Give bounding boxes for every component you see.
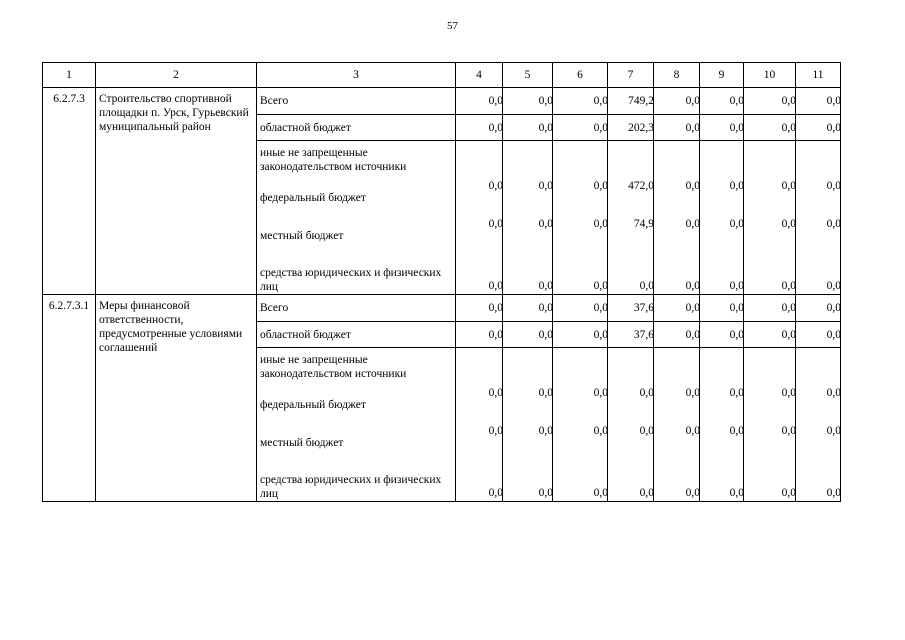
value-cell [456,295,503,322]
funding-source: местный бюджет [257,217,456,255]
value-cell [700,115,744,141]
value-text: 0,0 [639,280,654,292]
value-cell [608,179,654,217]
value-text: 0,0 [538,121,553,134]
value-cell [796,322,841,348]
funding-source: областной бюджет [257,115,456,141]
value-text: 0,0 [729,487,744,499]
value-cell [553,348,608,387]
funding-source: иные не запрещенные законодательством источники [257,348,456,387]
value-cell [553,462,608,502]
value-cell [744,295,796,322]
value-cell [553,115,608,141]
value-cell [700,217,744,255]
value-text: 0,0 [593,328,608,341]
value-cell [654,295,700,322]
value-text: 0,0 [488,180,503,192]
value-cell [503,255,553,295]
value-text: 0,0 [729,387,744,399]
item-name: Меры финансовой ответственности, предусмотренные условиями соглашений [96,295,257,502]
header-cell: 3 [257,63,456,88]
value-cell [608,115,654,141]
value-cell [553,141,608,180]
value-text: 0,0 [488,425,503,437]
value-cell [654,115,700,141]
value-cell [744,348,796,387]
value-text: 0,0 [538,387,553,399]
value-cell [456,217,503,255]
value-text: 0,0 [826,218,841,230]
value-cell [503,179,553,217]
value-text: 0,0 [639,487,654,499]
value-text: 0,0 [826,387,841,399]
value-text: 0,0 [685,121,700,134]
value-text: 0,0 [781,218,796,230]
value-cell [608,217,654,255]
funding-source: средства юридических и физических лиц [257,255,456,295]
value-cell [608,141,654,180]
value-text: 0,0 [685,302,700,314]
value-cell [700,88,744,115]
header-cell: 7 [608,63,654,88]
value-text: 0,0 [781,328,796,341]
value-cell [796,348,841,387]
value-cell [654,88,700,115]
value-cell [796,255,841,295]
value-cell [608,88,654,115]
value-cell [553,322,608,348]
value-text: 0,0 [781,180,796,192]
value-cell [700,462,744,502]
value-cell [796,141,841,180]
value-cell [503,115,553,141]
value-text: 0,0 [488,280,503,292]
value-cell [553,88,608,115]
value-cell [553,386,608,424]
value-text: 37,6 [633,328,654,341]
value-cell [744,322,796,348]
value-cell [744,179,796,217]
value-text: 0,0 [729,218,744,230]
item-name: Строительство спортивной площадки п. Урск, Гурьевский муниципальный район [96,88,257,295]
funding-source: местный бюджет [257,424,456,462]
value-text: 0,0 [488,95,503,107]
value-text: 0,0 [538,302,553,314]
funding-source: областной бюджет [257,322,456,348]
value-text: 0,0 [593,180,608,192]
value-text: 0,0 [826,180,841,192]
budget-table [42,62,841,502]
value-cell [654,255,700,295]
value-text: 0,0 [685,487,700,499]
header-cell: 1 [43,63,96,88]
value-cell [700,322,744,348]
value-text: 0,0 [593,218,608,230]
value-cell [608,348,654,387]
item-code: 6.2.7.3 [43,88,96,295]
item-code: 6.2.7.3.1 [43,295,96,502]
header-cell: 5 [503,63,553,88]
value-cell [503,217,553,255]
value-text: 0,0 [729,302,744,314]
value-cell [456,179,503,217]
value-text: 0,0 [593,302,608,314]
value-cell [456,462,503,502]
value-cell [608,255,654,295]
value-text: 0,0 [826,121,841,134]
value-text: 0,0 [826,280,841,292]
value-text: 37,6 [633,302,654,314]
header-cell: 10 [744,63,796,88]
value-text: 0,0 [781,425,796,437]
funding-source: иные не запрещенные законодательством источники [257,141,456,180]
value-text: 0,0 [685,328,700,341]
table-row [43,295,841,322]
value-text: 0,0 [488,328,503,341]
value-cell [608,295,654,322]
value-cell [654,141,700,180]
value-cell [503,424,553,462]
value-text: 0,0 [538,180,553,192]
value-text: 0,0 [729,425,744,437]
value-cell [654,217,700,255]
value-cell [744,424,796,462]
value-cell [796,424,841,462]
value-cell [700,424,744,462]
value-cell [796,217,841,255]
value-cell [654,322,700,348]
table-body [43,63,841,502]
value-text: 202,3 [628,121,654,134]
value-text: 0,0 [781,121,796,134]
value-text: 0,0 [781,387,796,399]
value-text: 0,0 [538,328,553,341]
value-text: 74,9 [633,218,654,230]
value-cell [503,462,553,502]
value-cell [608,424,654,462]
value-cell [654,179,700,217]
value-cell [608,322,654,348]
value-cell [796,386,841,424]
value-text: 0,0 [826,95,841,107]
value-cell [654,424,700,462]
value-cell [700,179,744,217]
value-text: 0,0 [639,387,654,399]
value-text: 0,0 [781,95,796,107]
value-cell [744,255,796,295]
value-cell [608,386,654,424]
value-cell [700,348,744,387]
value-text: 0,0 [593,95,608,107]
value-cell [744,115,796,141]
value-cell [553,295,608,322]
value-cell [796,295,841,322]
value-cell [744,88,796,115]
header-cell: 6 [553,63,608,88]
page-number: 57 [447,20,458,32]
value-text: 0,0 [593,425,608,437]
value-cell [503,88,553,115]
value-text: 0,0 [639,425,654,437]
value-cell [456,348,503,387]
value-text: 0,0 [685,95,700,107]
value-text: 0,0 [729,280,744,292]
value-cell [796,462,841,502]
value-cell [456,322,503,348]
value-cell [700,141,744,180]
value-text: 0,0 [488,302,503,314]
header-cell: 11 [796,63,841,88]
value-text: 0,0 [593,121,608,134]
value-cell [553,424,608,462]
funding-source: федеральный бюджет [257,386,456,424]
value-text: 0,0 [781,280,796,292]
header-cell: 2 [96,63,257,88]
value-cell [700,255,744,295]
value-text: 0,0 [781,487,796,499]
value-text: 0,0 [729,121,744,134]
value-text: 0,0 [685,180,700,192]
value-text: 0,0 [488,387,503,399]
value-text: 0,0 [685,218,700,230]
value-cell [654,462,700,502]
funding-source: средства юридических и физических лиц [257,462,456,502]
value-text: 0,0 [538,218,553,230]
value-text: 0,0 [826,425,841,437]
value-text: 0,0 [488,218,503,230]
value-cell [456,255,503,295]
value-cell [456,141,503,180]
value-text: 0,0 [538,280,553,292]
value-text: 0,0 [729,328,744,341]
value-text: 0,0 [685,280,700,292]
value-text: 0,0 [538,425,553,437]
value-cell [456,88,503,115]
value-cell [553,255,608,295]
value-cell [700,386,744,424]
value-text: 0,0 [729,180,744,192]
value-cell [503,322,553,348]
value-text: 0,0 [826,487,841,499]
value-cell [796,115,841,141]
value-text: 0,0 [538,95,553,107]
value-cell [744,462,796,502]
header-cell: 9 [700,63,744,88]
value-text: 0,0 [781,302,796,314]
value-cell [700,295,744,322]
value-cell [744,386,796,424]
value-text: 0,0 [826,328,841,341]
value-text: 0,0 [538,487,553,499]
funding-source: Всего [257,295,456,322]
value-cell [744,217,796,255]
value-cell [503,386,553,424]
value-text: 0,0 [729,95,744,107]
value-cell [654,386,700,424]
value-cell [744,141,796,180]
value-cell [553,179,608,217]
value-cell [456,386,503,424]
value-text: 0,0 [593,487,608,499]
value-cell [456,115,503,141]
value-cell [503,141,553,180]
funding-source: Всего [257,88,456,115]
value-text: 0,0 [685,425,700,437]
value-text: 0,0 [826,302,841,314]
header-cell: 4 [456,63,503,88]
value-cell [503,295,553,322]
value-text: 0,0 [488,487,503,499]
value-cell [608,462,654,502]
value-cell [796,179,841,217]
value-cell [796,88,841,115]
value-cell [456,424,503,462]
header-cell: 8 [654,63,700,88]
value-text: 472,0 [628,180,654,192]
value-cell [553,217,608,255]
value-text: 0,0 [593,387,608,399]
value-text: 749,2 [628,95,654,107]
value-text: 0,0 [488,121,503,134]
value-text: 0,0 [593,280,608,292]
value-text: 0,0 [685,387,700,399]
header-row [43,63,841,88]
funding-source: федеральный бюджет [257,179,456,217]
table-row [43,88,841,115]
value-cell [654,348,700,387]
value-cell [503,348,553,387]
